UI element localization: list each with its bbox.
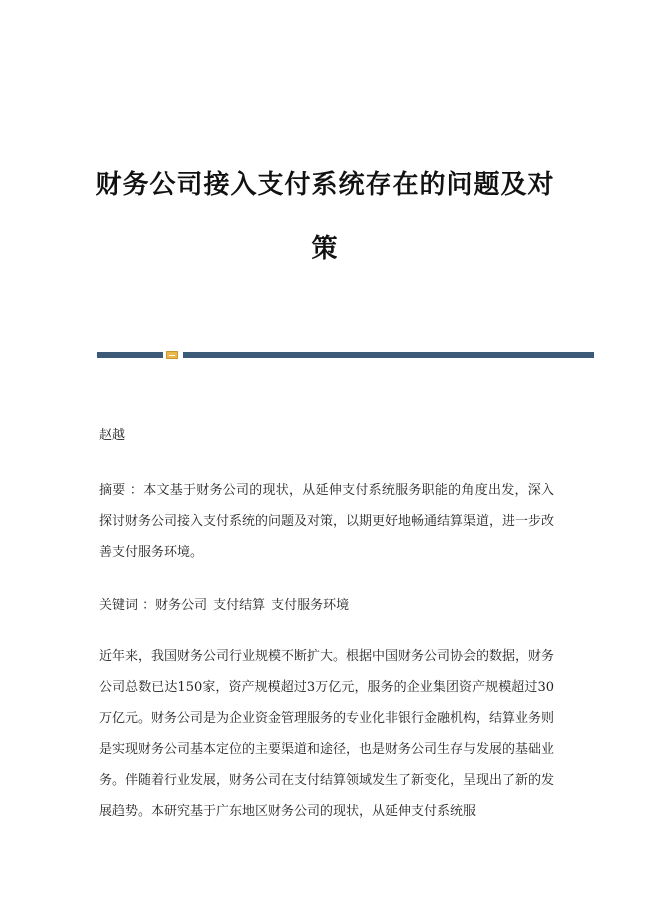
keyword-item: 支付服务环境: [271, 598, 350, 613]
abstract-label: 摘要 ：: [99, 483, 144, 498]
keywords-label: 关键词 ：: [99, 598, 156, 613]
divider-left-segment: [97, 352, 163, 358]
abstract: [99, 475, 554, 568]
title-line-2: 策: [311, 234, 339, 264]
keyword-item: 财务公司: [155, 598, 208, 613]
author-name: 赵越: [99, 428, 126, 443]
keyword-item: 支付结算: [213, 598, 266, 613]
title-divider: [97, 351, 594, 359]
body-paragraph: 近年来，我国财务公司行业规模不断扩大。根据中国财务公司协会的数据，财务公司总数已达150家，资产规模超过3万亿元，服务的企业集团资产规模超过30万亿元。财务公司是为企业资金管理服务的专业化非银行金融机构，结算业务则是实现财务公司基本定位的主要渠道和途径，也是财务公司生存与发展的基础业务。伴随着行业发展，财务公司在支付结算领域发生了新变化，呈现出了新的发展趋势。本研究基于广东地区财务公司的现状，从延伸支付系统服: [99, 649, 555, 819]
abstract-text: 本文基于财务公司的现状，从延伸支付系统服务职能的角度出发，深入探讨财务公司接入支付系统的问题及对策，以期更好地畅通结算渠道，进一步改善支付服务环境。: [99, 483, 555, 560]
divider-badge-icon: [166, 351, 178, 359]
keywords: [99, 590, 554, 621]
title-line-1: 财务公司接入支付系统存在的问题及对: [95, 170, 555, 200]
divider-right-segment: [183, 352, 594, 358]
